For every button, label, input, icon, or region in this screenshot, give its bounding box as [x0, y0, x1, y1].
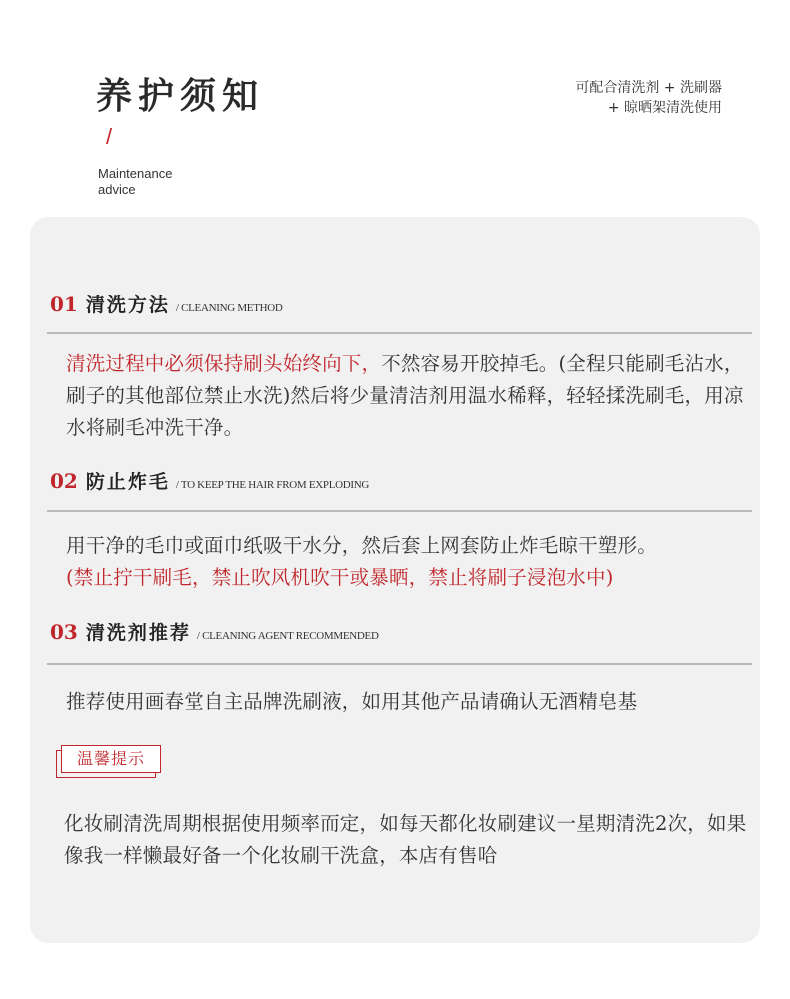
body-text: 不然容易开胶掉毛。(全程只能刷毛沾水，刷子的其他部位禁止水洗)然后将少量清洁剂用温水稀释，轻轻揉洗刷毛，用凉水将刷毛冲洗干净。 [66, 352, 744, 439]
body-text: 用干净的毛巾或面巾纸吸干水分，然后套上网套防止炸毛晾干塑形。 [66, 534, 658, 557]
section-heading-prevent-frizz [50, 467, 369, 501]
page-title: 养护须知 [96, 75, 265, 117]
section-heading-cleaning-method [50, 290, 283, 324]
section-english-title: / CLEANING METHOD [175, 302, 283, 314]
page-subtitle [98, 166, 218, 198]
section-divider [47, 332, 752, 334]
section-number: 02 [50, 469, 78, 493]
section-title: 清洗方法 [85, 294, 170, 316]
section-number: 03 [50, 620, 78, 644]
section-english-title: / CLEANING AGENT RECOMMENDED [196, 630, 379, 642]
title-slash-mark: / [106, 124, 113, 149]
section-english-title: / TO KEEP THE HAIR FROM EXPLODING [175, 479, 370, 491]
subtitle-line: Maintenance [98, 166, 173, 181]
section-divider [47, 663, 752, 665]
section-title: 防止炸毛 [85, 471, 170, 493]
usage-note-line: 可配合清洗剂 + 洗刷器 [575, 80, 722, 96]
section-title: 清洗剂推荐 [85, 622, 191, 644]
subtitle-line: advice [98, 182, 136, 197]
section-heading-cleaning-agent [50, 618, 379, 652]
section-number: 01 [50, 292, 78, 316]
section-body-cleaning-method [66, 348, 756, 444]
usage-note [482, 78, 722, 118]
section-divider [47, 510, 752, 512]
section-body-prevent-frizz [66, 530, 756, 594]
tip-body: 化妆刷清洗周期根据使用频率而定，如每天都化妆刷建议一星期清洗2次，如果像我一样懒最好备一个化妆刷干洗盒，本店有售哈 [64, 812, 747, 867]
warning-text: 清洗过程中必须保持刷头始终向下， [66, 352, 382, 375]
tip-badge-label: 温馨提示 [61, 745, 161, 773]
section-body-cleaning-agent: 推荐使用画春堂自主品牌洗刷液，如用其他产品请确认无酒精皂基 [66, 690, 638, 713]
warning-text: (禁止拧干刷毛，禁止吹风机吹干或暴晒，禁止将刷子浸泡水中) [66, 566, 614, 589]
usage-note-line: + 晾晒架清洗使用 [607, 100, 722, 116]
tip-badge [56, 750, 160, 782]
